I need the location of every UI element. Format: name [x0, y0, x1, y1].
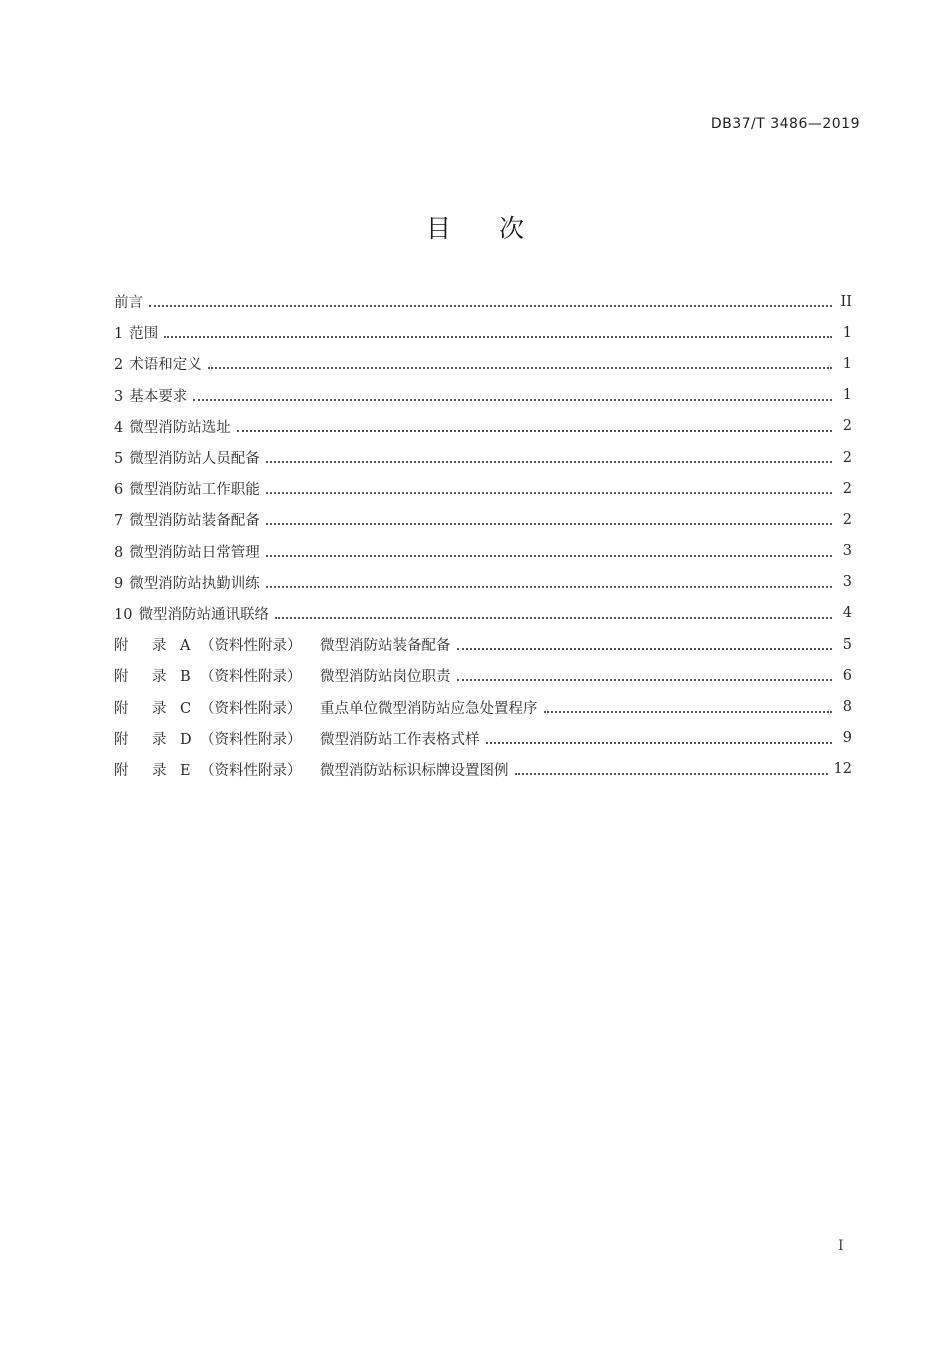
toc-entry-number: 10 [114, 606, 133, 623]
toc-entry-8[interactable] [114, 536, 852, 567]
toc-entry-2[interactable] [114, 348, 852, 379]
appendix-title: 微型消防站岗位职责 [320, 669, 451, 686]
toc-page-number: 2 [842, 511, 852, 528]
appendix-type: （资料性附录） [200, 731, 302, 748]
toc-leader-dots [266, 491, 832, 494]
appendix-prefix: 附 [114, 762, 129, 779]
toc-leader-dots [275, 616, 832, 619]
toc-page-number: 12 [833, 761, 852, 778]
appendix-title: 微型消防站装备配备 [320, 638, 451, 655]
toc-leader-dots [193, 398, 832, 401]
appendix-title: 微型消防站标识标牌设置图例 [320, 762, 509, 779]
toc-page-number: 8 [842, 699, 852, 716]
toc-entry-number: 9 [114, 575, 124, 592]
appendix-letter: E [180, 762, 191, 779]
toc-entry-label: 基本要求 [129, 388, 188, 405]
toc-entry-number: 5 [114, 451, 124, 468]
toc-leader-dots [164, 335, 832, 338]
standard-code: DB37/T 3486—2019 [710, 116, 860, 132]
toc-leader-dots [266, 585, 832, 588]
appendix-letter: A [180, 638, 191, 655]
toc-entry-6[interactable] [114, 473, 852, 504]
toc-leader-dots [457, 678, 833, 681]
appendix-prefix: 附 [114, 700, 129, 717]
appendix-prefix: 附 [114, 669, 129, 686]
appendix-type: （资料性附录） [200, 638, 302, 655]
appendix-title: 重点单位微型消防站应急处置程序 [320, 700, 538, 717]
appendix-title: 微型消防站工作表格式样 [320, 731, 480, 748]
page-number: I [838, 1238, 844, 1254]
toc-leader-dots [486, 741, 833, 744]
toc-entry-number: 1 [114, 326, 124, 343]
toc-page-number: 2 [842, 449, 852, 466]
toc-page-number: 3 [842, 574, 852, 591]
toc-page-number: II [840, 293, 852, 310]
appendix-word: 录 [152, 762, 167, 779]
toc-entry-label: 微型消防站工作职能 [129, 482, 260, 499]
toc-entry-label: 微型消防站执勤训练 [129, 575, 260, 592]
toc-page-number: 3 [842, 543, 852, 560]
toc-leader-dots [237, 429, 832, 432]
toc-leader-dots [457, 647, 833, 650]
toc-entry-9[interactable] [114, 567, 852, 598]
appendix-letter: D [180, 731, 192, 748]
toc-leader-dots [266, 460, 832, 463]
table-of-contents [114, 286, 852, 785]
toc-page-number: 1 [842, 355, 852, 372]
toc-entry-number: 2 [114, 357, 124, 374]
toc-entry-number: 7 [114, 513, 124, 530]
toc-entry-7[interactable] [114, 504, 852, 535]
toc-appendix-e[interactable] [114, 754, 852, 785]
title-char-1: 目 [425, 214, 451, 243]
toc-entry-label: 前言 [114, 295, 143, 312]
toc-entry-foreword[interactable] [114, 286, 852, 317]
toc-entry-number: 4 [114, 419, 124, 436]
toc-entry-5[interactable] [114, 442, 852, 473]
toc-appendix-d[interactable] [114, 723, 852, 754]
appendix-prefix: 附 [114, 731, 129, 748]
toc-leader-dots [149, 304, 832, 307]
appendix-type: （资料性附录） [200, 700, 302, 717]
toc-entry-label: 术语和定义 [129, 357, 202, 374]
toc-leader-dots [208, 366, 832, 369]
toc-appendix-c[interactable] [114, 691, 852, 722]
toc-entry-number: 3 [114, 388, 124, 405]
toc-entry-label: 微型消防站日常管理 [129, 544, 260, 561]
appendix-letter: C [180, 700, 192, 717]
toc-entry-label: 微型消防站装备配备 [129, 513, 260, 530]
appendix-type: （资料性附录） [200, 762, 302, 779]
toc-leader-dots [266, 554, 832, 557]
appendix-word: 录 [152, 731, 167, 748]
page-title [0, 209, 950, 245]
toc-appendix-b[interactable] [114, 660, 852, 691]
toc-page-number: 5 [842, 636, 852, 653]
toc-page-number: 1 [842, 324, 852, 341]
toc-page-number: 2 [842, 418, 852, 435]
toc-page-number: 9 [842, 730, 852, 747]
toc-entry-1[interactable] [114, 317, 852, 348]
toc-leader-dots [544, 710, 833, 713]
appendix-type: （资料性附录） [200, 669, 302, 686]
toc-page-number: 2 [842, 480, 852, 497]
appendix-word: 录 [152, 669, 167, 686]
appendix-word: 录 [152, 638, 167, 655]
toc-entry-4[interactable] [114, 411, 852, 442]
toc-page-number: 6 [842, 667, 852, 684]
toc-appendix-a[interactable] [114, 629, 852, 660]
toc-entry-number: 8 [114, 544, 124, 561]
appendix-letter: B [180, 669, 191, 686]
appendix-prefix: 附 [114, 638, 129, 655]
title-char-2: 次 [499, 214, 525, 243]
toc-entry-label: 微型消防站人员配备 [129, 451, 260, 468]
toc-entry-label: 范围 [129, 326, 159, 343]
appendix-word: 录 [152, 700, 167, 717]
toc-entry-label: 微型消防站选址 [129, 419, 231, 436]
toc-page-number: 1 [842, 387, 852, 404]
toc-leader-dots [515, 772, 828, 775]
toc-entry-number: 6 [114, 482, 124, 499]
toc-entry-3[interactable] [114, 380, 852, 411]
toc-entry-label: 微型消防站通讯联络 [138, 606, 269, 623]
toc-entry-10[interactable] [114, 598, 852, 629]
toc-page-number: 4 [842, 605, 852, 622]
toc-leader-dots [266, 522, 832, 525]
